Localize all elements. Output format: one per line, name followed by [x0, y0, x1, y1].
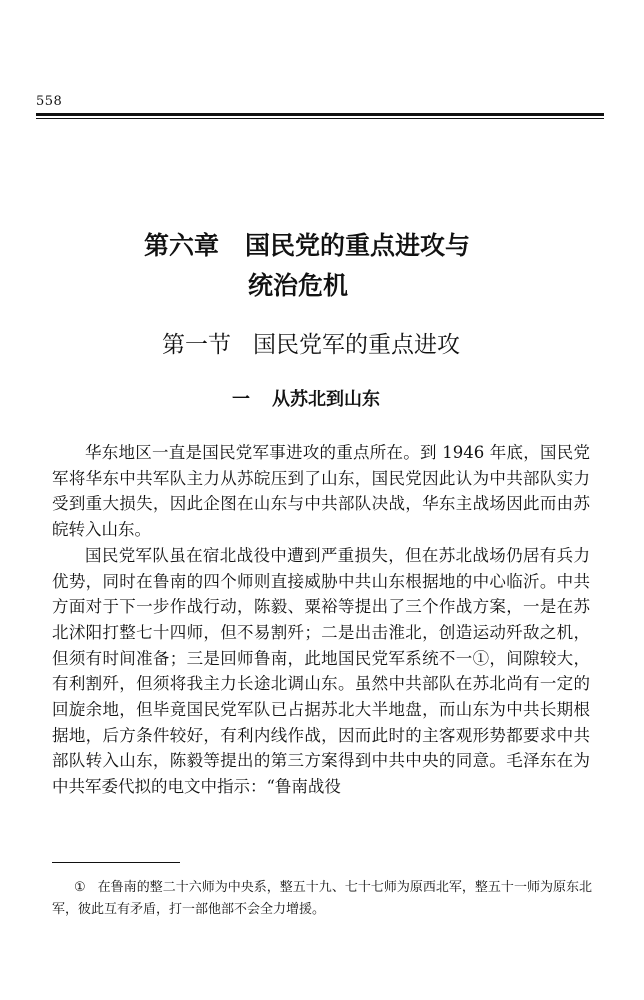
- section-title: [162, 326, 460, 359]
- section-label: 第一节: [162, 332, 231, 358]
- header-rule-thick: [36, 113, 604, 116]
- section-title-text: 国民党军的重点进攻: [253, 332, 460, 358]
- footnote-rule: [52, 862, 180, 863]
- body-paragraph-2: 国民党军队虽在宿北战役中遭到严重损失，但在苏北战场仍居有兵力优势，同时在鲁南的四个师则直接威胁中共山东根据地的中心临沂。中共方面对于下一步作战行动，陈毅、粟裕等提出了三个作战方案，一是在苏北沭阳打整七十四师，但不易割歼；二是出击淮北，创造运动歼敌之机，但须有时间准备；三是回师鲁南，此地国民党军系统不一①，间隙较大，有利割歼，但须将我主力长途北调山东。虽然中共部队在苏北尚有一定的回旋余地，但毕竟国民党军队已占据苏北大半地盘，而山东为中共长期根据地，后方条件较好，有利内线作战，因而此时的主客观形势都要求中共部队转入山东，陈毅等提出的第三方案得到中共中央的同意。毛泽东在为中共军委代拟的电文中指示：“鲁南战役: [52, 545, 590, 797]
- footnote: [52, 877, 592, 921]
- chapter-label: 第六章: [144, 231, 220, 260]
- subsection-number: 一: [232, 389, 250, 410]
- subsection-title-text: 从苏北到山东: [272, 389, 380, 410]
- footnote-text: 在鲁南的整二十六师为中央系，整五十九、七十七师为原西北军，整五十一师为原东北军，彼此互有矛盾，打一部他部不会全力增援。: [52, 880, 592, 917]
- chapter-title-line1: [144, 226, 470, 266]
- page-number: 558: [36, 94, 63, 109]
- subsection-title: [232, 385, 380, 411]
- body-text: [52, 440, 590, 800]
- chapter-title-line2: 统治危机: [248, 271, 349, 300]
- body-paragraph-1: 华东地区一直是国民党军事进攻的重点所在。到 1946 年底，国民党军将华东中共军队主力从苏皖压到了山东，国民党因此认为中共部队实力受到重大损失，因此企图在山东与中共部队决战，华东主战场因此而由苏皖转入山东。: [52, 443, 590, 540]
- chapter-title-text1: 国民党的重点进攻与: [245, 231, 471, 260]
- footnote-marker: ①: [74, 880, 86, 895]
- header-rule-thin: [36, 118, 604, 119]
